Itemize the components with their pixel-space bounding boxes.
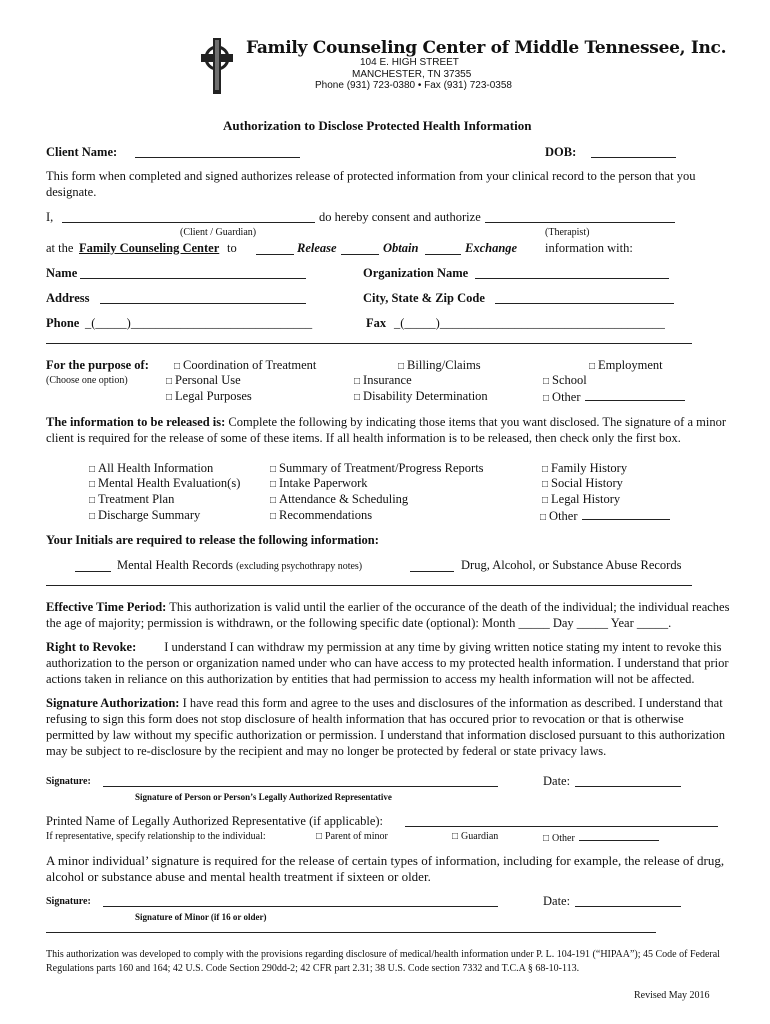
minor-signature-label: Signature: — [46, 896, 91, 907]
org-phone: Phone (931) 723-0380 • Fax (931) 723-0358 — [315, 80, 512, 91]
minor-date-label: Date: — [543, 894, 571, 908]
minor-caption: Signature of Minor (if 16 or older) — [135, 912, 267, 922]
info-with: information with: — [545, 241, 633, 255]
phone-label: Phone — [46, 316, 80, 330]
release-item[interactable]: □ Intake Paperwork — [270, 476, 368, 490]
release-item[interactable]: □ Mental Health Evaluation(s) — [89, 476, 241, 490]
org-city: MANCHESTER, TN 37355 — [352, 69, 472, 80]
signature-label: Signature: — [46, 776, 91, 787]
checkbox-icon: □ — [89, 464, 96, 475]
checkbox-icon: □ — [589, 361, 596, 372]
drug-initials-field[interactable] — [410, 560, 454, 572]
mental-label: Mental Health Records (excluding psychothrapy notes) — [117, 558, 363, 572]
footer-note: This authorization was developed to comply with the provisions regarding disclosure of medical/health information under P. L. 104-191 (“HIPAA”); 45 Code of Federal Regulations parts 160 and 164; 42 U.S. Code Section 290dd-2; 42 CFR part 2.31; 38 U.S. Code section 7332 and T.C.A § 68-10-113. — [46, 949, 720, 974]
checkbox-icon: □ — [89, 511, 96, 522]
purpose-option[interactable]: □ Employment — [589, 358, 663, 372]
city-field[interactable] — [495, 292, 674, 304]
therapist-field[interactable] — [485, 211, 675, 223]
to-label: to — [227, 241, 237, 255]
name-field[interactable] — [80, 267, 306, 279]
fax-label: Fax — [366, 316, 387, 330]
org-field[interactable] — [475, 267, 669, 279]
divider-2 — [46, 585, 692, 586]
checkbox-icon: □ — [270, 511, 277, 522]
at-the: at the — [46, 241, 74, 255]
org-name: Family Counseling Center of Middle Tennessee, Inc. — [246, 38, 727, 58]
fax-field[interactable]: _(_____)____________________________________ — [394, 316, 665, 330]
client-name-label: Client Name: — [46, 145, 118, 159]
mental-initials-field[interactable] — [75, 560, 111, 572]
therapist-caption: (Therapist) — [545, 227, 590, 238]
purpose-note: (Choose one option) — [46, 375, 128, 386]
release-item[interactable]: □ Legal History — [542, 492, 621, 506]
checkbox-icon: □ — [174, 361, 181, 372]
checkbox-icon: □ — [543, 393, 550, 404]
center-name: Family Counseling Center — [79, 241, 220, 255]
purpose-option[interactable]: □ Billing/Claims — [398, 358, 481, 372]
purpose-option[interactable]: □ Insurance — [354, 373, 412, 387]
divider-1 — [46, 343, 692, 344]
purpose-option[interactable]: □ Disability Determination — [354, 389, 488, 403]
checkbox-icon: □ — [354, 392, 361, 403]
checkbox-icon: □ — [166, 376, 173, 387]
org-label: Organization Name — [363, 266, 469, 280]
guardian-option[interactable]: □ Guardian — [452, 831, 499, 842]
divider-3 — [46, 932, 656, 933]
person-caption: Signature of Person or Person’s Legally Authorized Representative — [135, 792, 392, 802]
client-guardian-caption: (Client / Guardian) — [180, 227, 257, 238]
purpose-option[interactable]: □ School — [543, 373, 587, 387]
effective-text: Effective Time Period: This authorization is valid until the earlier of the occurance of the death of the individual; the individual reaches the age of majority; permission is withdrawn, or the following specific date (optional): Month _____ Day _____ Year _____. — [46, 600, 730, 630]
checkbox-icon: □ — [270, 495, 277, 506]
checkbox-icon: □ — [89, 479, 96, 490]
signature-field[interactable] — [103, 775, 498, 787]
revised-date: Revised May 2016 — [634, 990, 710, 1001]
exchange-label: Exchange — [465, 241, 518, 255]
release-item[interactable]: □ Attendance & Scheduling — [270, 492, 409, 506]
intro-text: This form when completed and signed authorizes release of protected information from your clinical record to the person that you designate. — [46, 169, 696, 199]
revoke-text: Right to Revoke: I understand I can withdraw my permission at any time by giving written notice stating my intent to revoke this authorization to the person or organization named under who can have access to my protected health information. I understand that prior actions taken in reliance on this authorization by entities that had permission to access my health information will not be affected. — [46, 640, 729, 686]
checkbox-icon: □ — [270, 464, 277, 475]
date-field[interactable] — [575, 775, 681, 787]
checkbox-icon: □ — [398, 361, 405, 372]
purpose-option[interactable]: □ Legal Purposes — [166, 389, 252, 403]
purpose-label: For the purpose of: — [46, 358, 149, 372]
release-blank[interactable] — [256, 243, 294, 255]
release-item[interactable]: □ Summary of Treatment/Progress Reports — [270, 461, 484, 475]
checkbox-icon: □ — [166, 392, 173, 403]
sig-auth-text: Signature Authorization: I have read this form and agree to the uses and disclosures of the information as described. I understand that refusing to sign this form does not stop disclosure of health information that has occured prior to revocation or that is otherwise permitted by law without my specific authorization or permission. I understand that information disclosed pursuant to this authorization may be subject to re-disclosure by the recipient and may no longer be protected by federal or state privacy laws. — [46, 696, 726, 758]
checkbox-icon: □ — [89, 495, 96, 506]
checkbox-icon: □ — [543, 833, 550, 844]
checkbox-icon: □ — [270, 479, 277, 490]
release-label: Release — [297, 241, 337, 255]
city-label: City, State & Zip Code — [363, 291, 485, 305]
checkbox-icon: □ — [354, 376, 361, 387]
purpose-option[interactable]: □ Coordination of Treatment — [174, 358, 317, 372]
release-item[interactable]: □ Recommendations — [270, 508, 373, 522]
printed-name-field[interactable] — [405, 815, 718, 827]
client-guardian-field[interactable] — [62, 211, 315, 223]
checkbox-icon: □ — [316, 831, 323, 842]
exchange-blank[interactable] — [425, 243, 461, 255]
checkbox-icon: □ — [540, 512, 547, 523]
date-label: Date: — [543, 774, 571, 788]
i-label: I, — [46, 210, 54, 224]
checkbox-icon: □ — [542, 464, 549, 475]
form-title: Authorization to Disclose Protected Health Information — [223, 118, 532, 133]
dob-label: DOB: — [545, 145, 577, 159]
release-item[interactable]: □ Social History — [542, 476, 623, 490]
drug-label: Drug, Alcohol, or Substance Abuse Records — [461, 558, 682, 572]
other-option[interactable]: □ Other — [543, 831, 659, 844]
parent-option[interactable]: □ Parent of minor — [316, 831, 388, 842]
minor-signature-field[interactable] — [103, 895, 498, 907]
minor-date-field[interactable] — [575, 895, 681, 907]
printed-name-label: Printed Name of Legally Authorized Representative (if applicable): — [46, 814, 384, 828]
phone-field[interactable]: _(_____)_____________________________ — [85, 316, 313, 330]
obtain-label: Obtain — [383, 241, 419, 255]
release-item[interactable]: □ Other — [540, 508, 670, 524]
checkbox-icon: □ — [542, 479, 549, 490]
purpose-option[interactable]: □ Personal Use — [166, 373, 241, 387]
cross-logo — [198, 36, 236, 96]
release-item[interactable]: □ Discharge Summary — [89, 508, 201, 522]
client-name-field[interactable] — [135, 146, 300, 158]
address-label: Address — [46, 291, 90, 305]
dob-field[interactable] — [591, 146, 676, 158]
purpose-option[interactable]: □ Other — [543, 389, 685, 405]
consent-text: do hereby consent and authorize — [319, 210, 481, 224]
name-label: Name — [46, 266, 78, 280]
release-item[interactable]: □ Treatment Plan — [89, 492, 175, 506]
relationship-label: If representative, specify relationship to the individual: — [46, 831, 266, 842]
checkbox-icon: □ — [543, 376, 550, 387]
initials-label: Your Initials are required to release the following information: — [46, 533, 379, 547]
release-item[interactable]: □ Family History — [542, 461, 628, 475]
obtain-blank[interactable] — [341, 243, 379, 255]
release-info-text — [46, 414, 732, 446]
release-item[interactable]: □ All Health Information — [89, 461, 214, 475]
minor-text: A minor individual’ signature is required for the release of certain types of information, including for example, the release of drug, alcohol or substance abuse and mental health treatment if sixteen or older. — [46, 853, 725, 884]
release-info-body: Complete the following by indicating those items that you want disclosed. The signature of a minor client is required for the release of some of these items. If all health information is to be released, then check only the first box. — [46, 415, 727, 445]
org-street: 104 E. HIGH STREET — [360, 57, 459, 68]
checkbox-icon: □ — [542, 495, 549, 506]
checkbox-icon: □ — [452, 831, 459, 842]
address-field[interactable] — [100, 292, 306, 304]
release-info-label: The information to be released is: — [46, 415, 226, 429]
